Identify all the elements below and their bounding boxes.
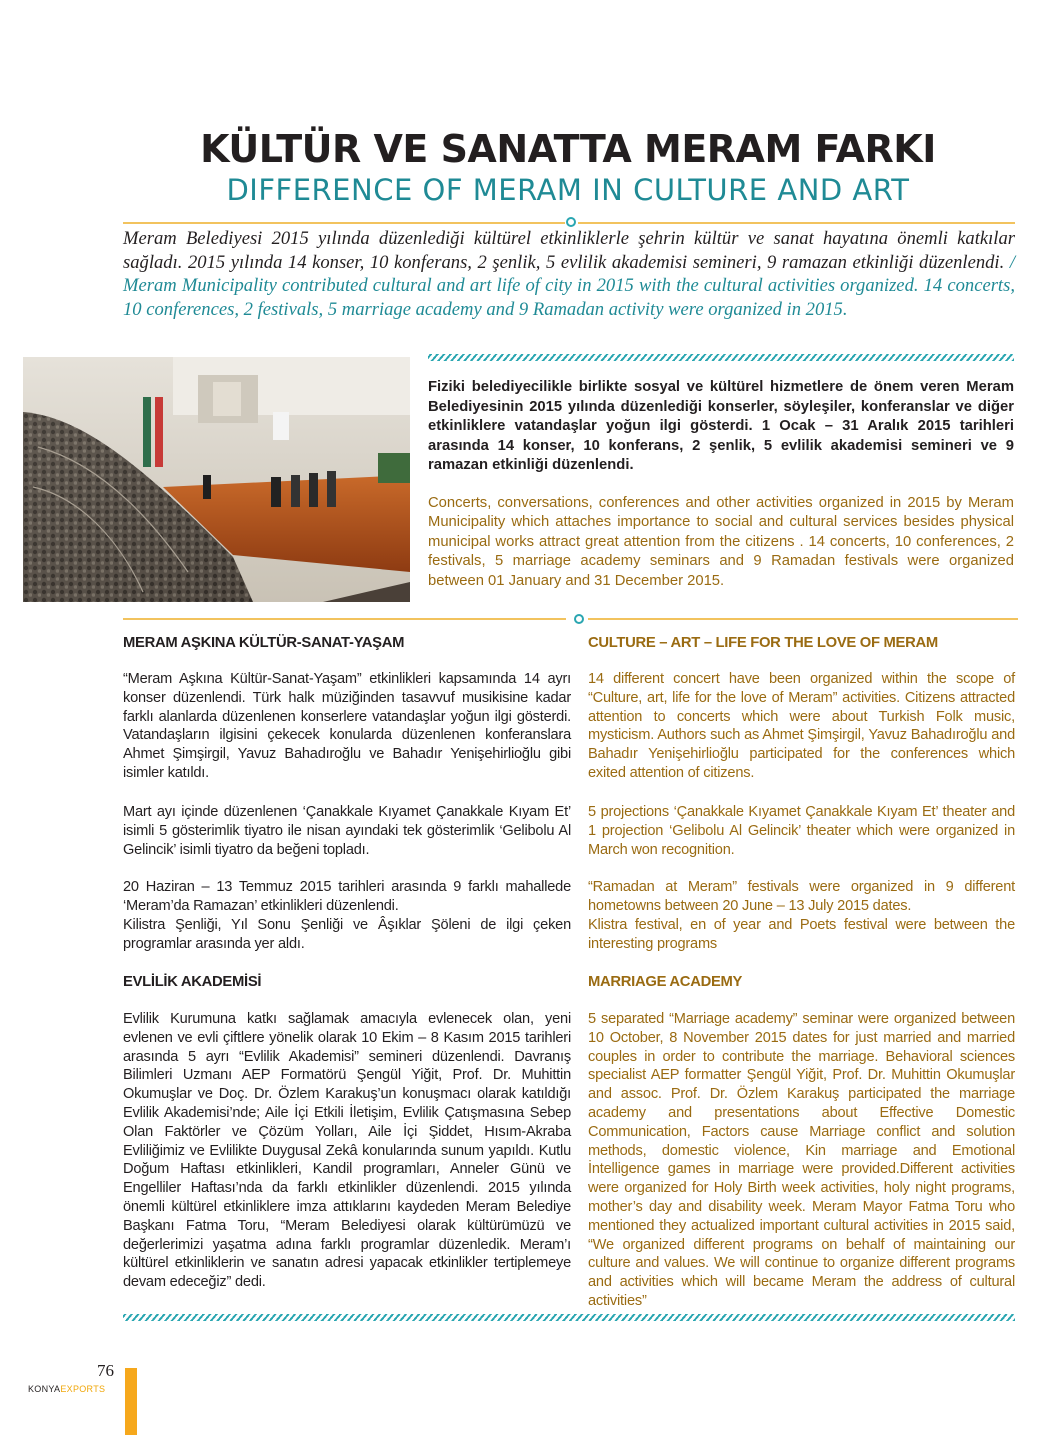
concert-hall-photo xyxy=(23,357,410,602)
divider-ring-icon xyxy=(566,217,576,227)
section-heading-en-2: MARRIAGE ACADEMY xyxy=(588,974,743,990)
paragraph-en-1: 14 different concert have been organized within the scope of “Culture, art, life for the love of Meram” activities. Citizens attracted attention to concerts which were about Turkish Folk music, mysticism. Authors such as Ahmet Şimşirgil, Yavuz Bahadıroğlu and Bahadır Yenişehirlioğlu participated for the conferences which exited attention of citizens. xyxy=(588,671,1015,781)
page-subtitle: DIFFERENCE OF MERAM IN CULTURE AND ART xyxy=(226,173,910,207)
paragraph-en-4: Klistra festival, en of year and Poets festival were between the interesting programs xyxy=(588,917,1015,952)
divider-ring-icon xyxy=(574,614,584,624)
paragraph-tr-5: Evlilik Kurumuna katkı sağlamak amacıyla evlenecek olan, yeni evlenen ve evli çiftlere yönelik olarak 10 Ekim – 8 Kasım 2015 tarihleri arasında 5 ayrı “Evlilik Akademisi” semineri düzenlendi. Davranış Bilimleri Uzmanı AEP Formatörü Şengül Yiğit, Prof. Dr. Muhittin Okumuşlar ve Doç. Dr. Özlem Karakuş’un konuşmacı olarak katıldığı Evlilik Akademisi’nde; Aile İçi Etkili İletişim, Evlilik Çatışmasına Sebep Olan Faktörler ve Çözüm Yolları, Aile İçi Şiddet, Hısım-Akraba Evliliğimiz ve Evlilikte Duygusal Zekâ konularında sunum yapıldı. Kutlu Doğum Haftası etkinlikleri, Kandil programları, Anneler Günü ve Engelliler Haftası’nda da farklı etkinlikler düzenlendi. 2015 yılında önemli kültürel etkinliklere imza attıklarını kaydeden Meram Belediye Başkanı Fatma Toru, “Meram Belediyesi olarak kültürümüzü ve değerlerimizi yaşatma adına farklı programlar düzenledik. Meram’ı kültürel etkinliklerin ve sanatın adresi yapacak etkinlikler tertiplemeye devam edeceğiz” dedi. xyxy=(123,1011,571,1291)
lead-separator: / xyxy=(1004,251,1015,273)
lead-text-tr: Meram Belediyesi 2015 yılında düzenlediği kültürel etkinliklerle şehrin kültür ve sanat hayatına önemli katkılar sağladı. 2015 yılında 14 konser, 10 konferans, 2 şenlik, 5 evlilik akademisi semineri, 9 ramazan etkinliği düzenlendi. xyxy=(123,228,1015,273)
middle-divider-left xyxy=(123,618,566,620)
intro-text-tr: Fiziki belediyecilikle birlikte sosyal ve kültürel hizmetlere de önem veren Meram Belediyesinin 2015 yılında düzenlediği konserler, söyleşiler, konferanslar ve diğer etkinliklere vatandaşlar yoğun ilgi gösterdi. 1 Ocak – 31 Aralık 2015 tarihleri arasında 14 konser, 10 konferans, 2 şenlik, 5 evlilik akademisi semineri ve 9 ramazan etkinliği düzenlendi. xyxy=(428,379,1014,474)
hatch-divider xyxy=(428,354,1014,361)
page-title: KÜLTÜR VE SANATTA MERAM FARKI xyxy=(200,127,936,171)
top-divider-right xyxy=(578,222,1015,224)
section-heading-en-1: CULTURE – ART – LIFE FOR THE LOVE OF MERAM xyxy=(588,635,938,651)
paragraph-en-5: 5 separated “Marriage academy” seminar were organized between 10 October, 8 November 2015 dates for just married and married couples in order to contribute the marriage. Behavioral sciences specialist AEP formatter Şengül Yiğit, Prof. Dr. Muhittin Okumuşlar and assoc. Prof. Dr. Özlem Karakuş participated the marriage academy and presentations about Effective Domestic Communication, Factors cause Marriage conflict and solution methods, domestic violence, Kin marriage and Emotional İntelligence games in marriage were provided.Different activities were organized for Holy Birth week activities, holy night programs, mother’s day and disability week. Meram Mayor Fatma Toru who mentioned they actualized important cultural activities in 2015 said, “We organized different programs on behalf of maintaining our culture and values. We will continue to organize different programs and activities which will became Meram the address of cultural activities” xyxy=(588,1011,1015,1309)
middle-divider-right xyxy=(588,618,1018,620)
bottom-hatch-divider xyxy=(123,1314,1015,1321)
section-heading-tr-2: EVLİLİK AKADEMİSİ xyxy=(123,974,262,990)
paragraph-en-3: “Ramadan at Meram” festivals were organized in 9 different hometowns between 20 June – 13 July 2015 dates. xyxy=(588,879,1015,914)
brand-part-1: KONYA xyxy=(28,1384,61,1394)
top-divider-left xyxy=(123,222,565,224)
paragraph-tr-3: 20 Haziran – 13 Temmuz 2015 tarihleri arasında 9 farklı mahallede ‘Meram’da Ramazan’ etkinlikleri düzenlendi. xyxy=(123,879,571,914)
concert-hall-image xyxy=(23,357,410,602)
page-number: 76 xyxy=(97,1361,114,1380)
magazine-brand xyxy=(28,1384,105,1394)
paragraph-en-2: 5 projections ‘Çanakkale Kıyamet Çanakkale Kıyam Et’ theater and 1 projection ‘Gelibolu Al Gelincik’ theater which were organized in March won recognition. xyxy=(588,804,1015,858)
section-heading-tr-1: MERAM AŞKINA KÜLTÜR-SANAT-YAŞAM xyxy=(123,635,405,651)
paragraph-tr-1: “Meram Aşkına Kültür-Sanat-Yaşam” etkinlikleri kapsamında 14 ayrı konser düzenlendi. Türk halk müziğinden tasavvuf musikisine kadar farklı alanlarda düzenlenen konserlere vatandaşlar yoğun ilgi gösterdi. Vatandaşların ilgisini çekecek konularda düzenlenen konferanslara Ahmet Şimşirgil, Yavuz Bahadıroğlu ve Bahadır Yenişehirlioğlu gibi isimler katıldı. xyxy=(123,671,571,781)
paragraph-tr-4: Kilistra Şenliği, Yıl Sonu Şenliği ve Âşıklar Şöleni de ilgi çeken programlar arasında yer aldı. xyxy=(123,917,571,952)
lead-text-en: Meram Municipality contributed cultural and art life of city in 2015 with the cultural activities organized. 14 concerts, 10 conferences, 2 festivals, 5 marriage academy and 9 Ramadan activity were organized in 2015. xyxy=(123,275,1015,320)
paragraph-tr-2: Mart ayı içinde düzenlenen ‘Çanakkale Kıyamet Çanakkale Kıyam Et’ isimli 5 gösterimlik tiyatro ile nisan ayındaki tek gösterimlik ‘Gelibolu Al Gelincik’ isimli tiyatro da beğeni topladı. xyxy=(123,804,571,858)
page-edge-tab xyxy=(125,1368,137,1435)
lead-paragraph xyxy=(123,227,1015,321)
intro-text-en: Concerts, conversations, conferences and other activities organized in 2015 by Meram Municipality which attaches importance to social and cultural services besides physical municipal works attract great attention from the citizens . 14 concerts, 10 conferences, 2 festivals, 5 marriage academy seminars and 9 Ramadan festivals were organized between 01 January and 31 December 2015. xyxy=(428,495,1014,589)
brand-part-2: EXPORTS xyxy=(60,1384,106,1394)
